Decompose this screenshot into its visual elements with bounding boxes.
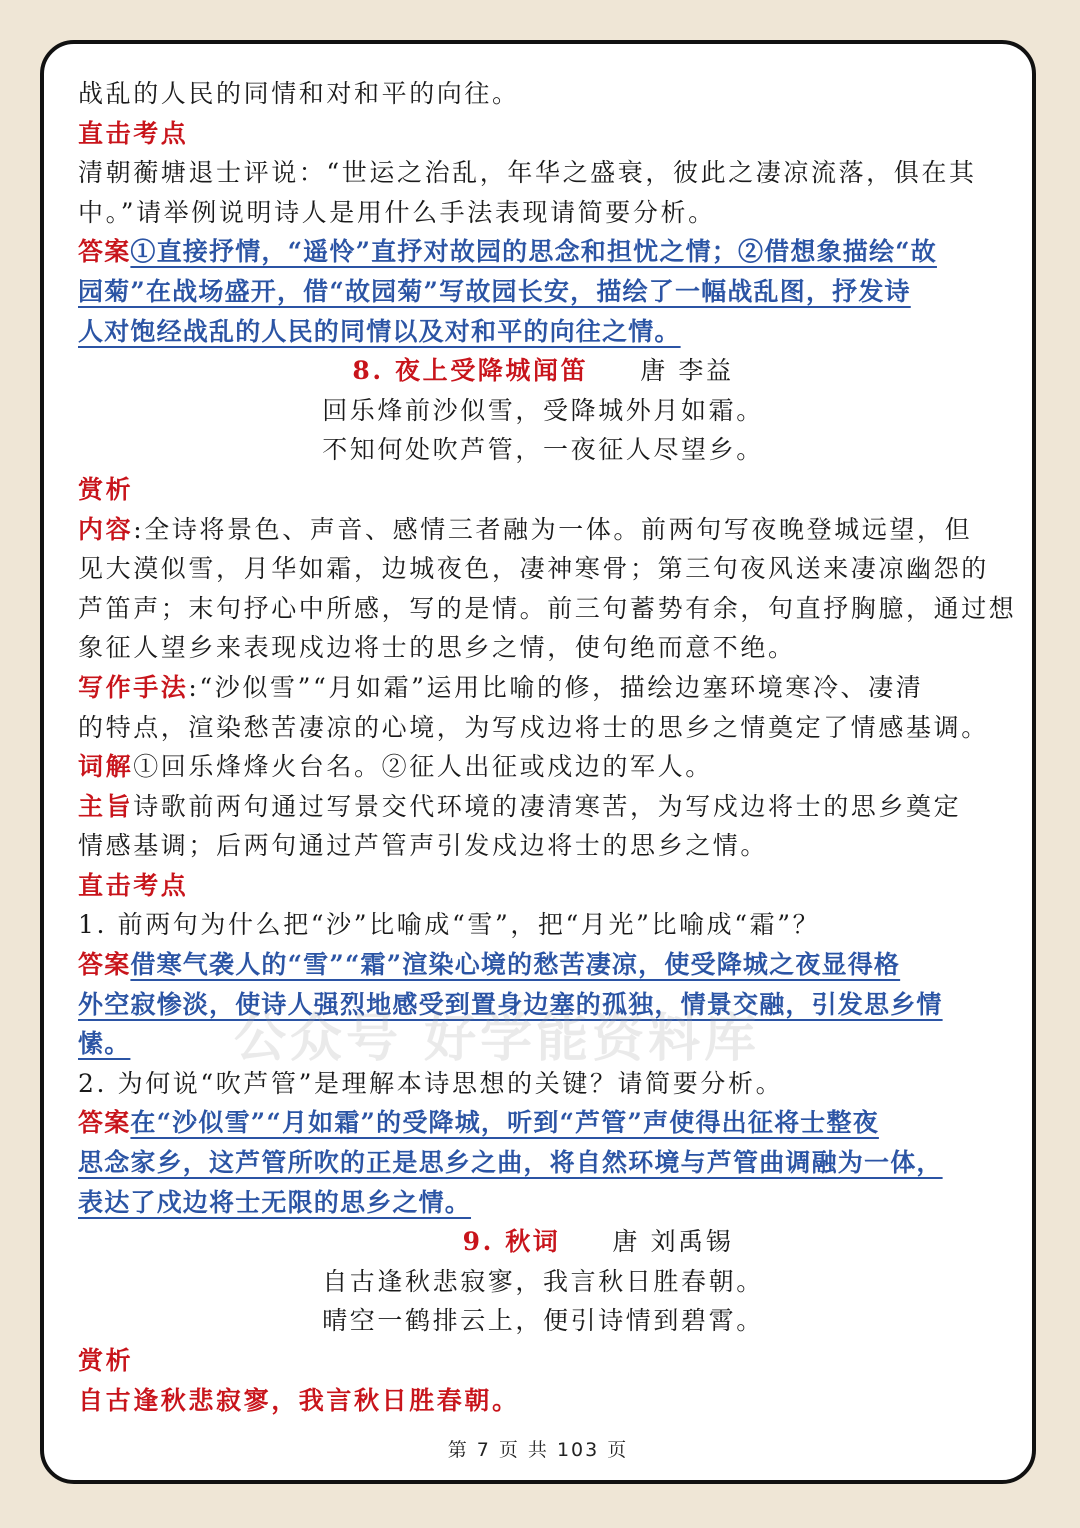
answer-text: ①直接抒情，“遥怜”直抒对故园的思念和担忧之情；②借想象描绘“故 <box>130 237 937 267</box>
poem-author: 唐 李益 <box>640 356 734 386</box>
poem-title: 8. 夜上受降城闻笛 <box>352 356 589 386</box>
section-heading: 赏析 <box>78 474 134 504</box>
answer-text: 园菊”在战场盛开，借“故园菊”写故园长安，描绘了一幅战乱图，抒发诗 <box>78 276 911 306</box>
text-line: 见大漠似雪，月华如霜，边城夜色，凄神寒骨；第三句夜风送来凄凉幽怨的 <box>78 554 989 584</box>
answer-line <box>78 312 1008 352</box>
answer-line <box>78 272 1008 312</box>
item-text: ①回乐烽烽火台名。②征人出征或戍边的军人。 <box>133 752 713 782</box>
page-footer: 第 7 页 共 103 页 <box>447 1439 629 1461</box>
page-content <box>78 74 1017 1420</box>
answer-label: 答案 <box>78 237 131 267</box>
labeled-line <box>78 787 1008 827</box>
answer-text: 愫。 <box>78 1029 131 1059</box>
poem-line: 回乐烽前沙似雪，受降城外月如霜。 <box>322 395 764 425</box>
answer-line <box>78 1024 1008 1064</box>
answer-text: 人对饱经战乱的人民的同情以及对和平的向往之情。 <box>78 316 681 346</box>
text-line: 战乱的人民的同情和对和平的向往。 <box>78 79 520 108</box>
section-heading: 自古逢秋悲寂寥，我言秋日胜春朝。 <box>78 1385 520 1415</box>
item-label: 内容 <box>78 514 134 544</box>
labeled-line <box>78 668 1008 708</box>
poem-author: 唐 刘禹锡 <box>612 1227 734 1257</box>
answer-label: 答案 <box>78 950 131 980</box>
text-line: 清朝蘅塘退士评说：“世运之治乱，年华之盛衰，彼此之凄凉流落，俱在其 <box>78 158 977 188</box>
item-text: :“沙似雪”“月如霜”运用比喻的修，描绘边塞环境寒冷、凄清 <box>188 672 924 702</box>
section-heading: 直击考点 <box>78 118 189 148</box>
answer-line <box>78 1183 1008 1223</box>
answer-text: 思念家乡，这芦管所吹的正是思乡之曲，将自然环境与芦管曲调融为一体， <box>78 1148 943 1178</box>
item-label: 主旨 <box>78 791 134 821</box>
poem-title-line <box>78 1222 1008 1262</box>
answer-text: 借寒气袭人的“雪”“霜”渲染心境的愁苦凄凉，使受降城之夜显得格 <box>130 950 901 980</box>
text-line: 象征人望乡来表现戍边将士的思乡之情，使句绝而意不绝。 <box>78 633 796 663</box>
text-line: 中。”请举例说明诗人是用什么手法表现请简要分析。 <box>78 197 716 227</box>
item-label: 词解 <box>78 752 134 782</box>
answer-text: 表达了戍边将士无限的思乡之情。 <box>78 1187 472 1217</box>
poem-line: 晴空一鹤排云上，便引诗情到碧霄。 <box>322 1306 764 1336</box>
section-heading: 赏析 <box>78 1346 134 1375</box>
poem-line: 不知何处吹芦管，一夜征人尽望乡。 <box>322 435 764 465</box>
answer-label: 答案 <box>78 1108 131 1138</box>
text-line: 的特点，渲染愁苦凄凉的心境，为写戍边将士的思乡之情奠定了情感基调。 <box>78 712 989 742</box>
section-heading: 直击考点 <box>78 870 189 900</box>
text-line: 情感基调；后两句通过芦管声引发戍边将士的思乡之情。 <box>78 831 769 861</box>
text-line: 芦笛声；末句抒心中所感，写的是情。前三句蓄势有余，句直抒胸臆，通过想 <box>78 593 1017 623</box>
answer-line <box>78 1103 1008 1143</box>
answer-line <box>78 232 1008 272</box>
item-label: 写作手法 <box>78 672 189 702</box>
labeled-line <box>78 747 1008 787</box>
answer-line <box>78 945 1008 985</box>
labeled-line <box>78 510 1008 550</box>
question-line: 1. 前两句为什么把“沙”比喻成“雪”，把“月光”比喻成“霜”？ <box>78 910 821 940</box>
item-text: :全诗将景色、声音、感情三者融为一体。前两句写夜晚登城远望，但 <box>133 514 973 544</box>
item-text: 诗歌前两句通过写景交代环境的凄清寒苦，为写戍边将士的思乡奠定 <box>133 791 962 821</box>
answer-text: 在“沙似雪”“月如霜”的受降城，听到“芦管”声使得出征将士整夜 <box>130 1108 879 1138</box>
watermark: 公众号 好学能资料库 <box>234 1008 761 1069</box>
answer-line <box>78 985 1008 1025</box>
document-page <box>40 40 1036 1484</box>
answer-text: 外空寂惨淡，使诗人强烈地感受到置身边塞的孤独，情景交融，引发思乡情 <box>78 989 943 1019</box>
poem-title-line <box>78 351 1008 391</box>
poem-line: 自古逢秋悲寂寥，我言秋日胜春朝。 <box>322 1266 764 1296</box>
question-line: 2. 为何说“吹芦管”是理解本诗思想的关键？请简要分析。 <box>78 1068 784 1098</box>
answer-line <box>78 1143 1008 1183</box>
poem-title: 9. 秋词 <box>462 1227 561 1257</box>
